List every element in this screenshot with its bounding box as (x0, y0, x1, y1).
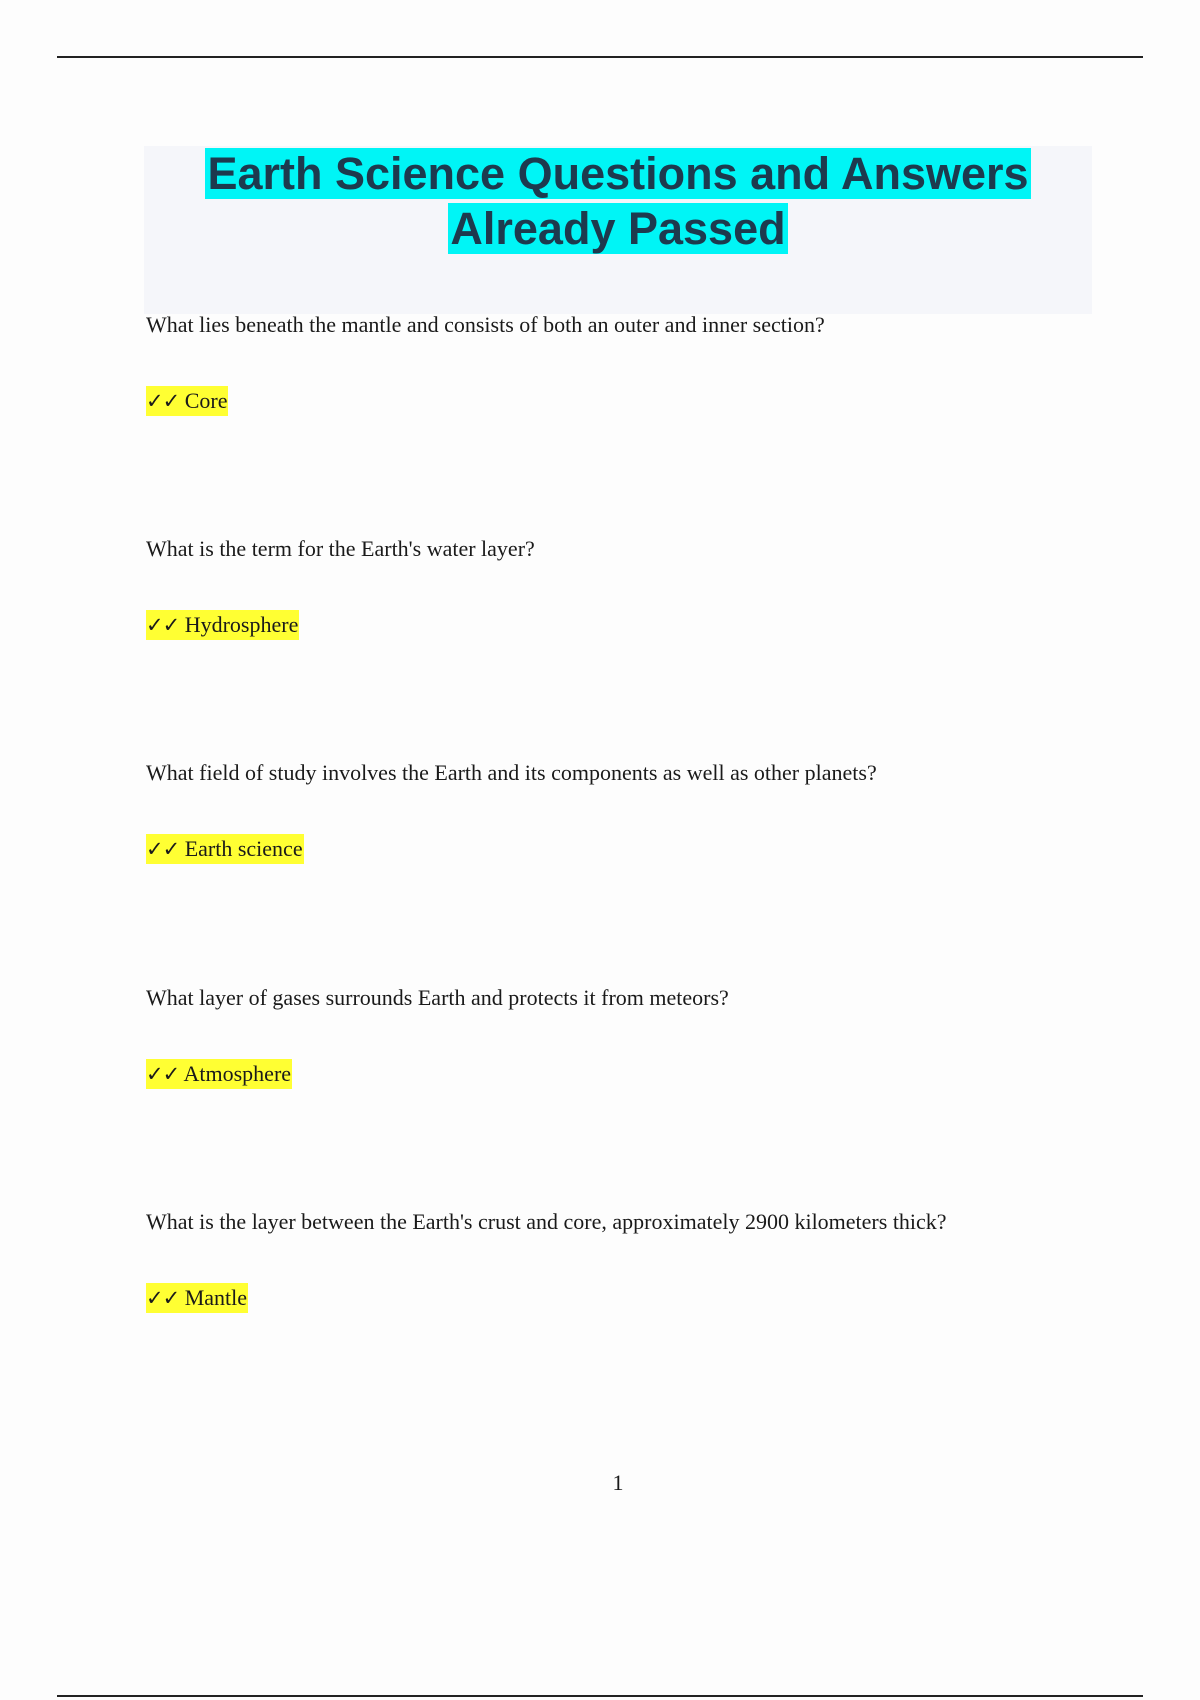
answer-text: Hydrosphere (184, 612, 299, 637)
document-title (144, 146, 1092, 256)
qa-item-2 (146, 535, 1146, 637)
answer-highlight (146, 386, 228, 416)
answer-highlight (146, 610, 299, 640)
double-check-icon: ✓✓ (146, 1062, 180, 1086)
answer-text: Core (184, 388, 228, 413)
qa-item-4 (146, 984, 1146, 1086)
answer-highlight (146, 1283, 248, 1313)
answer (146, 1060, 292, 1088)
answer (146, 387, 228, 415)
question-text: What is the layer between the Earth's crust and core, approximately 2900 kilometers thick? (146, 1209, 947, 1234)
answer-highlight (146, 1059, 292, 1089)
answer-text: Mantle (184, 1285, 248, 1310)
question-text: What layer of gases surrounds Earth and protects it from meteors? (146, 985, 729, 1010)
answer-text: Earth science (184, 836, 303, 861)
question-text: What lies beneath the mantle and consists of both an outer and inner section? (146, 312, 825, 337)
answer (146, 611, 299, 639)
double-check-icon: ✓✓ (146, 613, 180, 637)
page-number: 1 (612, 1470, 624, 1495)
title-line-2: Already Passed (450, 203, 786, 254)
question-text: What is the term for the Earth's water layer? (146, 536, 535, 561)
footer-rule (57, 1695, 1143, 1697)
qa-item-5 (146, 1208, 1146, 1310)
answer (146, 835, 304, 863)
title-block (144, 146, 1092, 314)
qa-item-1 (146, 311, 1146, 413)
title-line-1: Earth Science Questions and Answers (207, 148, 1029, 199)
question-text: What field of study involves the Earth and its components as well as other planets? (146, 760, 877, 785)
qa-item-3 (146, 759, 1146, 861)
double-check-icon: ✓✓ (146, 1286, 180, 1310)
answer-text: Atmosphere (183, 1061, 292, 1086)
answer (146, 1284, 248, 1312)
header-rule (57, 56, 1143, 58)
double-check-icon: ✓✓ (146, 837, 180, 861)
answer-highlight (146, 834, 304, 864)
double-check-icon: ✓✓ (146, 389, 180, 413)
